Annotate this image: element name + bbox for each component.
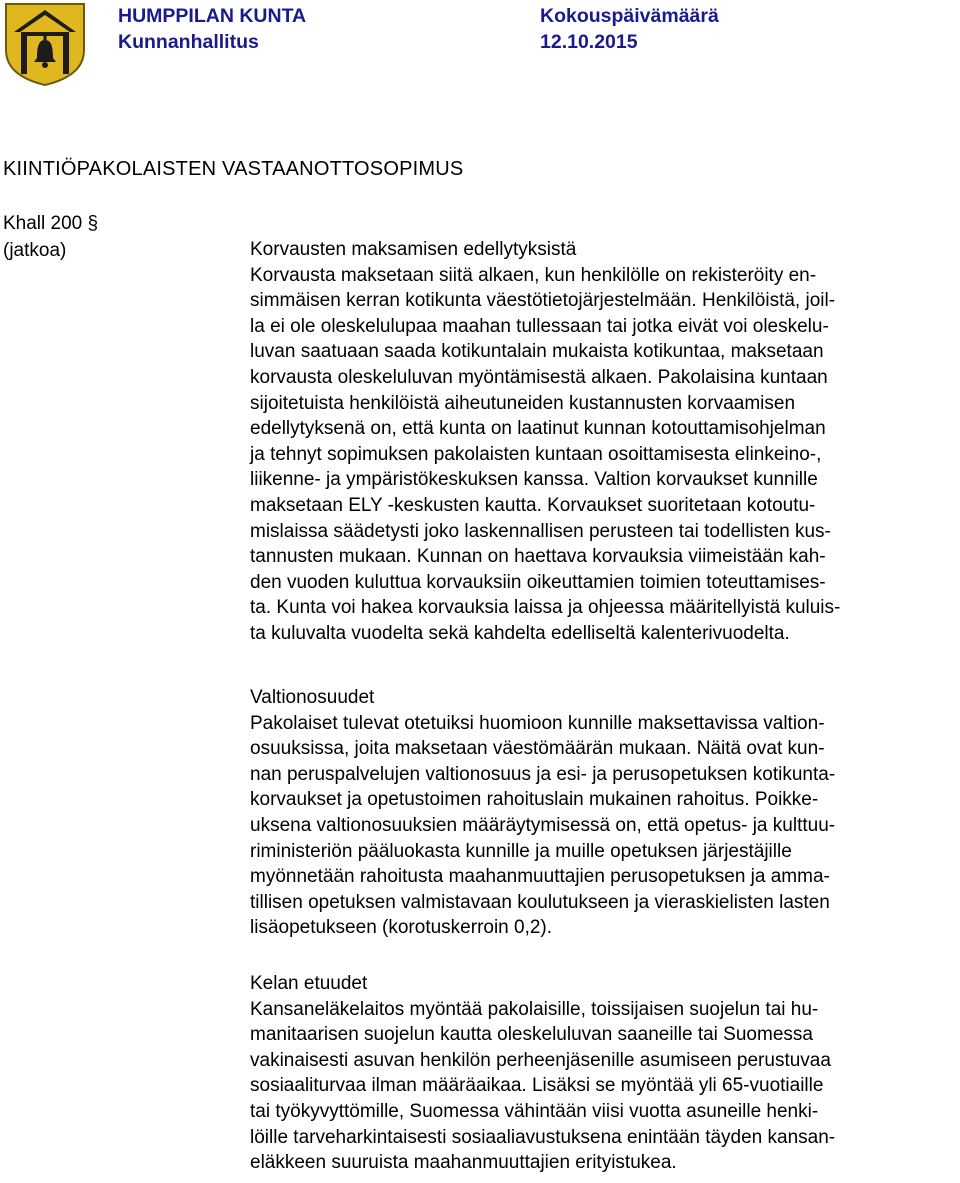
paragraph-heading: Kelan etuudet — [250, 973, 368, 994]
paragraph-state-subsidies — [250, 685, 955, 941]
text-line: tai työkyvyttömille, Suomessa vähintään viisi vuotta asuneille henki- — [250, 1100, 819, 1122]
text-line: la ei ole oleskelulupaa maahan tullessaan tai jotka eivät voi oleskelu- — [250, 315, 829, 337]
paragraph-kela-benefits — [250, 971, 955, 1176]
meeting-date-label: Kokouspäivämäärä — [540, 5, 719, 27]
text-line: ja tehnyt sopimuksen pakolaisten kuntaan osoittamisesta elinkeino-, — [250, 443, 822, 465]
text-line: nan peruspalvelujen valtionosuus ja esi- ja perusopetuksen kotikunta- — [250, 763, 836, 785]
text-line: Kansaneläkelaitos myöntää pakolaisille, toissijaisen suojelun tai hu- — [250, 998, 819, 1020]
text-line: uksena valtionosuuksien määräytymisessä on, että opetus- ja kulttuu- — [250, 814, 836, 836]
text-line: korvausta oleskeluluvan myöntämisestä alkaen. Pakolaisina kuntaan — [250, 366, 828, 388]
text-line: myönnetään rahoitusta maahanmuuttajien perusopetuksen ja amma- — [250, 866, 830, 888]
municipality-name: HUMPPILAN KUNTA — [118, 5, 307, 27]
text-line: luvan saatuaan saada kotikuntalain mukaista kotikuntaa, maksetaan — [250, 341, 824, 363]
text-line: korvaukset ja opetustoimen rahoituslain mukainen rahoitus. Poikke- — [250, 789, 819, 811]
meeting-date: 12.10.2015 — [540, 31, 638, 53]
text-line: eläkkeen suuruista maahanmuuttajien erityistukea. — [250, 1152, 677, 1174]
text-line: mislaissa säädetysti joko laskennallisen perusteen tai todellisten kus- — [250, 520, 831, 542]
text-line: tannusten mukaan. Kunnan on haettava korvauksia viimeistään kah- — [250, 546, 826, 568]
text-line: ta. Kunta voi hakea korvauksia laissa ja ohjeessa määritellyistä kuluis- — [250, 597, 841, 619]
text-line: liikenne- ja ympäristökeskuksen kanssa. Valtion korvaukset kunnille — [250, 469, 818, 491]
section-continuation: (jatkoa) — [3, 240, 67, 261]
section-number: Khall 200 § — [3, 213, 99, 234]
text-line: riministeriön pääluokasta kunnille ja muille opetuksen järjestäjille — [250, 840, 792, 862]
board-name: Kunnanhallitus — [118, 31, 259, 53]
text-line: Pakolaiset tulevat otetuiksi huomioon kunnille maksettavissa valtion- — [250, 712, 825, 734]
text-line: tillisen opetuksen valmistavaan koulutukseen ja vieraskielisten lasten — [250, 891, 830, 913]
text-line: sijoitetuista henkilöistä aiheutuneiden kustannusten korvaamisen — [250, 392, 796, 414]
text-line: ta kuluvalta vuodelta sekä kahdelta edelliseltä kalenterivuodelta. — [250, 622, 790, 644]
text-line: osuuksissa, joita maksetaan väestömäärän mukaan. Näitä ovat kun- — [250, 738, 825, 760]
text-line: simmäisen kerran kotikunta väestötietojärjestelmään. Henkilöistä, joil- — [250, 290, 836, 312]
document-title: KIINTIÖPAKOLAISTEN VASTAANOTTOSOPIMUS — [3, 158, 464, 180]
text-line: Korvausta maksetaan siitä alkaen, kun henkilölle on rekisteröity en- — [250, 264, 817, 286]
text-line: löille tarveharkintaisesti sosiaaliavustuksena enintään täyden kansan- — [250, 1126, 836, 1148]
text-line: edellytyksenä on, että kunta on laatinut kunnan kotouttamisohjelman — [250, 418, 826, 440]
text-line: den vuoden kuluttua korvauksiin oikeuttamien toimien toteuttamises- — [250, 571, 826, 593]
text-line: lisäopetukseen (korotuskerroin 0,2). — [250, 917, 553, 939]
text-line: maksetaan ELY -keskusten kautta. Korvaukset suoritetaan kotoutu- — [250, 494, 816, 516]
paragraph-heading: Korvausten maksamisen edellytyksistä — [250, 239, 577, 260]
text-line: sosiaaliturvaa ilman määräaikaa. Lisäksi se myöntää yli 65-vuotiaille — [250, 1075, 824, 1097]
paragraph-heading: Valtionosuudet — [250, 687, 375, 708]
paragraph-compensation-conditions — [250, 237, 955, 647]
text-line: manitaarisen suojelun kautta oleskeluluvan saaneille tai Suomessa — [250, 1024, 813, 1046]
text-line: vakinaisesti asuvan henkilön perheenjäsenille asumiseen perustuvaa — [250, 1049, 831, 1071]
municipality-coat-of-arms-logo — [4, 2, 86, 86]
